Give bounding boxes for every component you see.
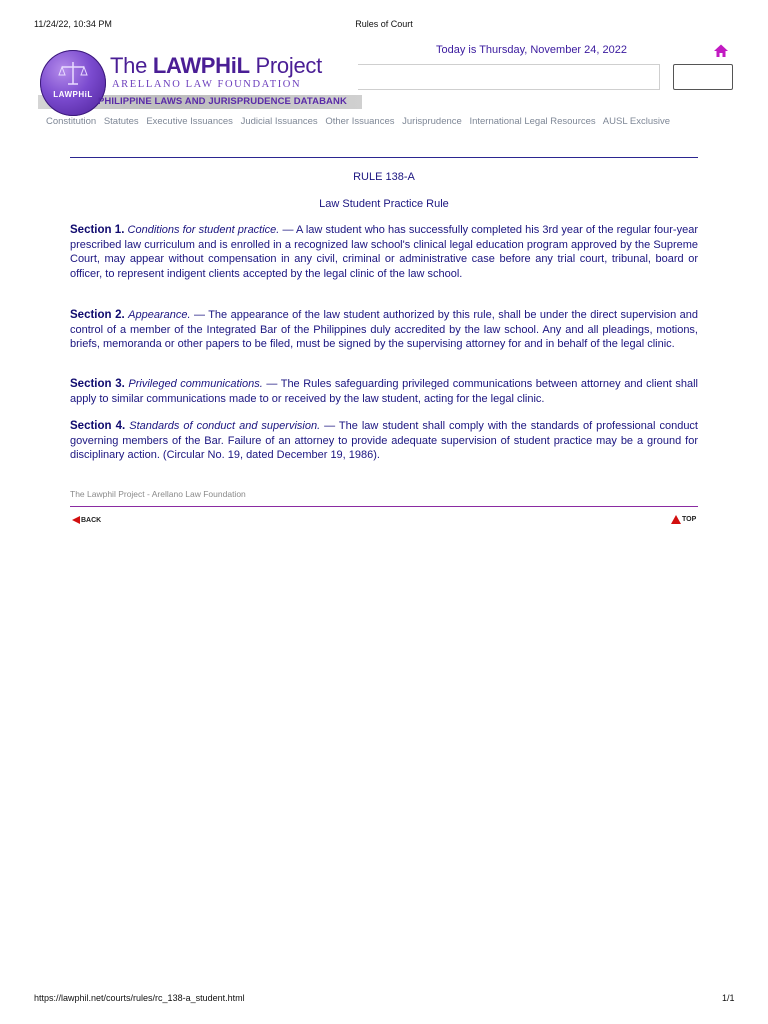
print-url: https://lawphil.net/courts/rules/rc_138-a_student.html: [34, 993, 245, 1003]
main-nav: [46, 116, 675, 127]
logo-foundation: ARELLANO LAW FOUNDATION: [112, 79, 302, 90]
scales-of-justice-icon: [58, 60, 88, 86]
footer-credit: The Lawphil Project - Arellano Law Foundation: [70, 489, 246, 499]
nav-item-constitution[interactable]: Constitution: [46, 116, 97, 127]
nav-item-judicial-issuances[interactable]: Judicial Issuances: [240, 116, 318, 127]
section-3: [70, 377, 698, 406]
rule-title: Law Student Practice Rule: [319, 198, 449, 210]
lawphil-logo[interactable]: [38, 48, 362, 114]
today-date: Today is Thursday, November 24, 2022: [436, 44, 627, 56]
section-number: Section 1.: [70, 224, 125, 236]
search-button[interactable]: [673, 64, 733, 90]
footer-rule: [70, 506, 698, 507]
logo-title: [110, 53, 322, 79]
back-arrow-icon: [72, 516, 80, 524]
print-page-number: 1/1: [722, 993, 735, 1003]
section-4: [70, 419, 698, 463]
nav-item-ausl-exclusive[interactable]: AUSL Exclusive: [602, 116, 671, 127]
logo-banner-text: PHILIPPINE LAWS AND JURISPRUDENCE DATABANK: [98, 96, 347, 107]
nav-item-international-legal-resources[interactable]: International Legal Resources: [469, 116, 596, 127]
top-link[interactable]: [671, 515, 696, 524]
section-1: [70, 223, 698, 281]
section-body: — The law student shall comply with the standards of professional conduct governing members of the Bar. Failure of an attorney to provide adequate supervision of student practice may be a ground for disciplinary action. (Circular No. 19, dated December 19, 1986).: [70, 420, 698, 462]
section-number: Section 3.: [70, 378, 125, 390]
section-title: Conditions for student practice.: [127, 224, 280, 236]
nav-item-other-issuances[interactable]: Other Issuances: [325, 116, 395, 127]
nav-item-statutes[interactable]: Statutes: [103, 116, 139, 127]
section-title: Privileged communications.: [128, 378, 263, 390]
top-label: TOP: [682, 516, 697, 523]
nav-item-executive-issuances[interactable]: Executive Issuances: [146, 116, 233, 127]
back-link[interactable]: [72, 516, 101, 524]
section-body: — A law student who has successfully completed his 3rd year of the regular four-year prescribed law curriculum and is enrolled in a recognized law school's clinical legal education program approved by the Supreme Court, may appear without compensation in any civil, criminal or administrative case before any trial court, tribunal, board or officer, to represent indigent clients accepted by the legal clinic of the law school.: [70, 224, 698, 280]
top-arrow-icon: [671, 515, 681, 524]
section-2: [70, 308, 698, 352]
content-top-rule: [70, 157, 698, 158]
back-label: BACK: [81, 516, 102, 524]
logo-title-prefix: The: [110, 53, 153, 78]
logo-emblem-text: LAWPHiL: [53, 90, 93, 99]
section-body: — The appearance of the law student authorized by this rule, shall be under the direct supervision and control of a member of the Integrated Bar of the Philippines duly accredited by the law school. Any and all pleadings, motions, briefs, memoranda or other papers to be filed, must be signed by the supervising attorney for and in behalf of the legal clinic.: [70, 309, 698, 351]
logo-emblem: [40, 50, 106, 116]
section-title: Appearance.: [128, 309, 191, 321]
section-number: Section 2.: [70, 309, 125, 321]
section-title: Standards of conduct and supervision.: [129, 420, 321, 432]
logo-title-suffix: Project: [249, 53, 322, 78]
nav-item-jurisprudence[interactable]: Jurisprudence: [402, 116, 462, 127]
section-body: — The Rules safeguarding privileged communications between attorney and client shall apply to similar communications made to or received by the law student, acting for the legal clinic.: [70, 378, 698, 405]
search-input[interactable]: [358, 64, 660, 90]
rule-number: RULE 138-A: [353, 171, 415, 183]
print-datetime: 11/24/22, 10:34 PM: [34, 19, 112, 29]
logo-title-brand: LAWPHiL: [152, 53, 250, 78]
home-icon[interactable]: [713, 43, 729, 59]
print-title: Rules of Court: [355, 19, 413, 29]
section-number: Section 4.: [70, 420, 126, 432]
